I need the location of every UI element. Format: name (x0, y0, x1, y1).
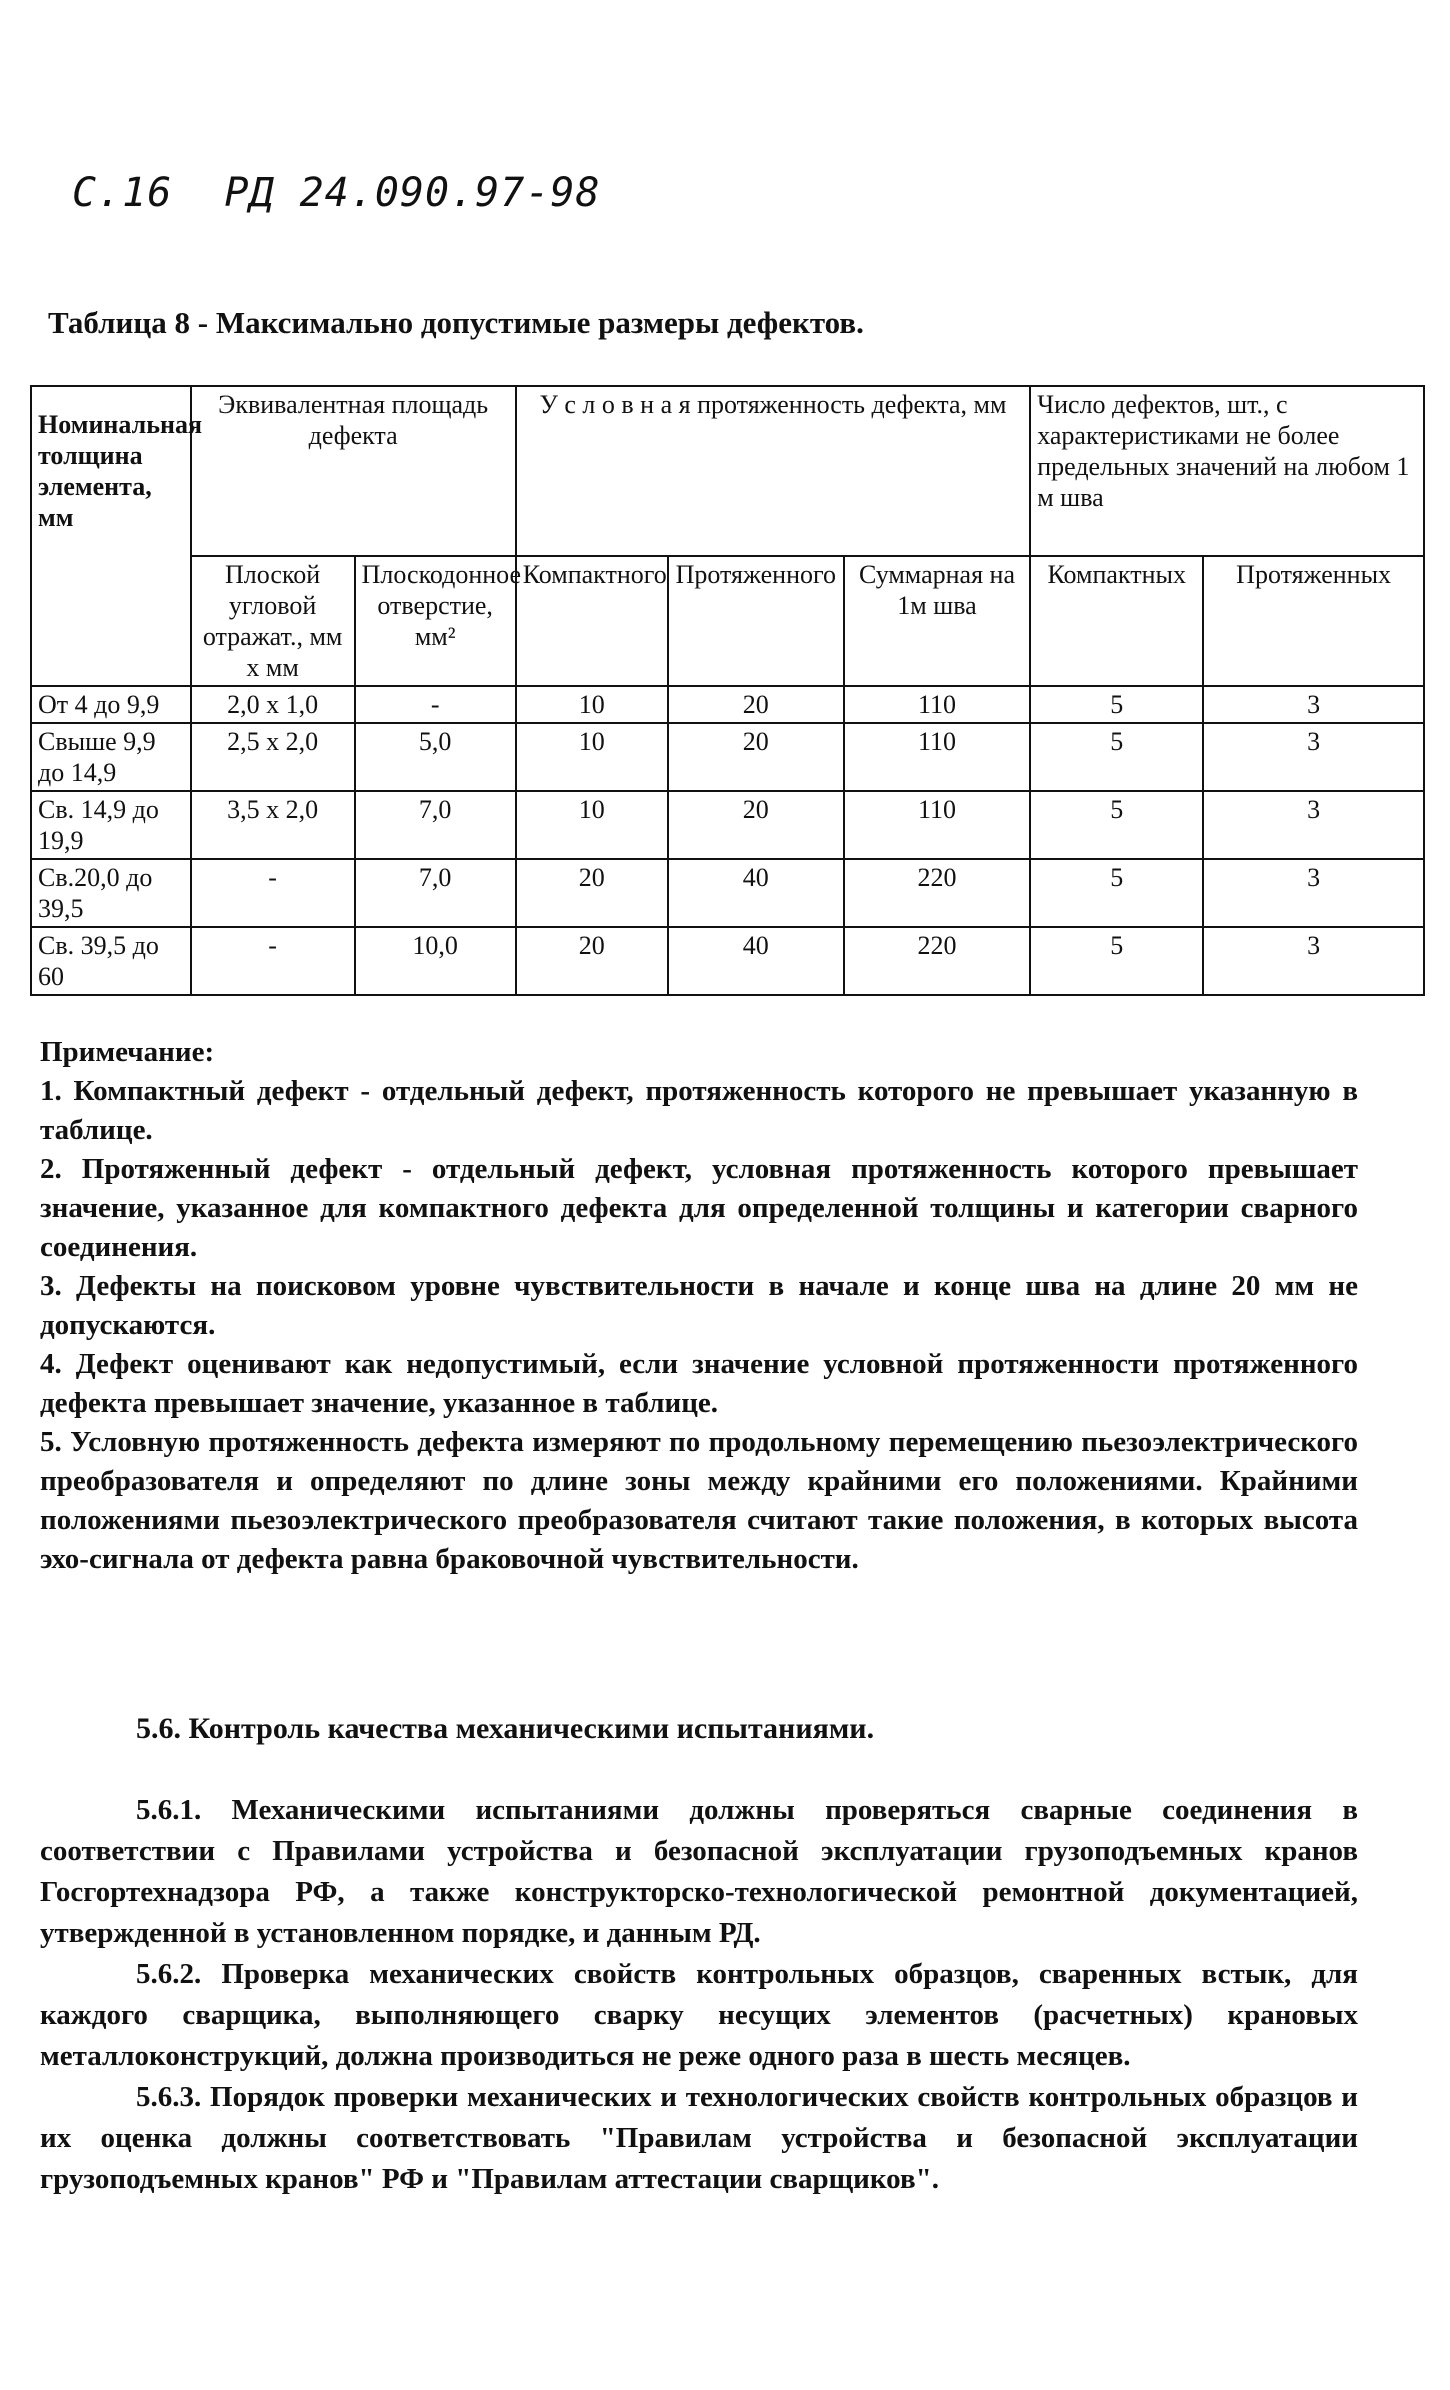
header-count: Число дефектов, шт., с характеристиками не более предельных значений на любом 1 м шва (1030, 386, 1424, 556)
paragraph: 5.6.2. Проверка механических свойств контрольных образцов, сваренных встык, для каждого сварщика, выполняющего сварку несущих элементов (расчетных) крановых металлоконструкций, должна производиться не реже одного раза в шесть месяцев. (40, 1958, 1358, 2072)
note-item: 1. Компактный дефект - отдельный дефект, протяженность которого не превышает указанную в таблице. (40, 1075, 1358, 1146)
paragraph: 5.6.1. Механическими испытаниями должны проверяться сварные соединения в соответствии с Правилами устройства и безопасной эксплуатации грузоподъемных кранов Госгортехнадзора РФ, а также конструкторско-технологической ремонтной документацией, утвержденной в установленном порядке, и данным РД. (40, 1794, 1358, 1949)
section-heading: 5.6. Контроль качества механическими испытаниями. (136, 1712, 875, 1745)
cell-thickness: Св. 39,5 до 60 (31, 927, 191, 995)
cell-extended-count: 3 (1203, 686, 1424, 723)
note-item: 3. Дефекты на поисковом уровне чувствительности в начале и конце шва на длине 20 мм не допускаются. (40, 1270, 1358, 1341)
table-subheader-row (31, 556, 1424, 686)
cell-extended: 40 (668, 859, 844, 927)
subheader-flat-reflector: Плоской угловой отражат., мм х мм (191, 556, 355, 686)
cell-hole: 7,0 (355, 791, 516, 859)
defects-table (30, 385, 1425, 996)
subheader-compact-count: Компактных (1030, 556, 1203, 686)
cell-extended-count: 3 (1203, 791, 1424, 859)
cell-compact-count: 5 (1030, 791, 1203, 859)
cell-compact: 20 (516, 927, 668, 995)
table-notes (40, 1033, 1358, 1579)
page-header (72, 170, 653, 216)
subheader-extended-count: Протяженных (1203, 556, 1424, 686)
header-length: У с л о в н а я протяженность дефекта, мм (516, 386, 1031, 556)
subheader-flat-hole: Плоскодонное отверстие, мм² (355, 556, 516, 686)
cell-thickness: Св. 14,9 до 19,9 (31, 791, 191, 859)
note-item: 5. Условную протяженность дефекта измеряют по продольному перемещению пьезоэлектрического преобразователя и определяют по длине зоны между крайними его положениями. Крайними положениями пьезоэлектрического преобразователя считают такие положения, в которых высота эхо-сигнала от дефекта равна браковочной чувствительности. (40, 1426, 1358, 1575)
cell-extended: 20 (668, 686, 844, 723)
paragraph: 5.6.3. Порядок проверки механических и технологических свойств контрольных образцов и их оценка должны соответствовать "Правилам устройства и безопасной эксплуатации грузоподъемных кранов" РФ и "Правилам аттестации сварщиков". (40, 2081, 1358, 2195)
cell-thickness: От 4 до 9,9 (31, 686, 191, 723)
cell-total: 110 (844, 723, 1030, 791)
cell-flat: 2,0 х 1,0 (191, 686, 355, 723)
cell-compact-count: 5 (1030, 686, 1203, 723)
table-row (31, 723, 1424, 791)
table-caption: Таблица 8 - Максимально допустимые размеры дефектов. (48, 305, 864, 340)
table-row (31, 791, 1424, 859)
cell-extended: 20 (668, 791, 844, 859)
cell-extended: 20 (668, 723, 844, 791)
cell-extended: 40 (668, 927, 844, 995)
cell-compact: 10 (516, 686, 668, 723)
note-item: 2. Протяженный дефект - отдельный дефект, условная протяженность которого превышает значение, указанное для компактного дефекта для определенной толщины и категории сварного соединения. (40, 1153, 1358, 1263)
cell-compact-count: 5 (1030, 723, 1203, 791)
cell-total: 220 (844, 927, 1030, 995)
cell-compact-count: 5 (1030, 859, 1203, 927)
document-code: РД 24.090.97-98 (224, 170, 601, 216)
cell-total: 110 (844, 686, 1030, 723)
cell-hole: - (355, 686, 516, 723)
header-thickness: Номинальная толщина элемента, мм (31, 386, 191, 686)
cell-flat: 2,5 х 2,0 (191, 723, 355, 791)
notes-title: Примечание: (40, 1036, 215, 1068)
cell-compact: 20 (516, 859, 668, 927)
cell-extended-count: 3 (1203, 859, 1424, 927)
cell-compact: 10 (516, 791, 668, 859)
cell-flat: 3,5 х 2,0 (191, 791, 355, 859)
cell-total: 110 (844, 791, 1030, 859)
table-row (31, 859, 1424, 927)
cell-total: 220 (844, 859, 1030, 927)
cell-compact-count: 5 (1030, 927, 1203, 995)
subheader-compact: Компактного (516, 556, 668, 686)
cell-hole: 7,0 (355, 859, 516, 927)
subheader-total: Суммарная на 1м шва (844, 556, 1030, 686)
header-area: Эквивалентная площадь дефекта (191, 386, 516, 556)
note-item: 4. Дефект оценивают как недопустимый, если значение условной протяженности протяженного дефекта превышает значение, указанное в таблице. (40, 1348, 1358, 1419)
cell-flat: - (191, 859, 355, 927)
cell-hole: 10,0 (355, 927, 516, 995)
cell-flat: - (191, 927, 355, 995)
cell-compact: 10 (516, 723, 668, 791)
cell-extended-count: 3 (1203, 723, 1424, 791)
section-body (40, 1790, 1358, 2200)
table-header-row (31, 386, 1424, 556)
cell-thickness: Св.20,0 до 39,5 (31, 859, 191, 927)
subheader-extended: Протяженного (668, 556, 844, 686)
cell-extended-count: 3 (1203, 927, 1424, 995)
table-row (31, 927, 1424, 995)
table-row (31, 686, 1424, 723)
page-number: С.16 (72, 170, 173, 216)
cell-thickness: Свыше 9,9 до 14,9 (31, 723, 191, 791)
cell-hole: 5,0 (355, 723, 516, 791)
